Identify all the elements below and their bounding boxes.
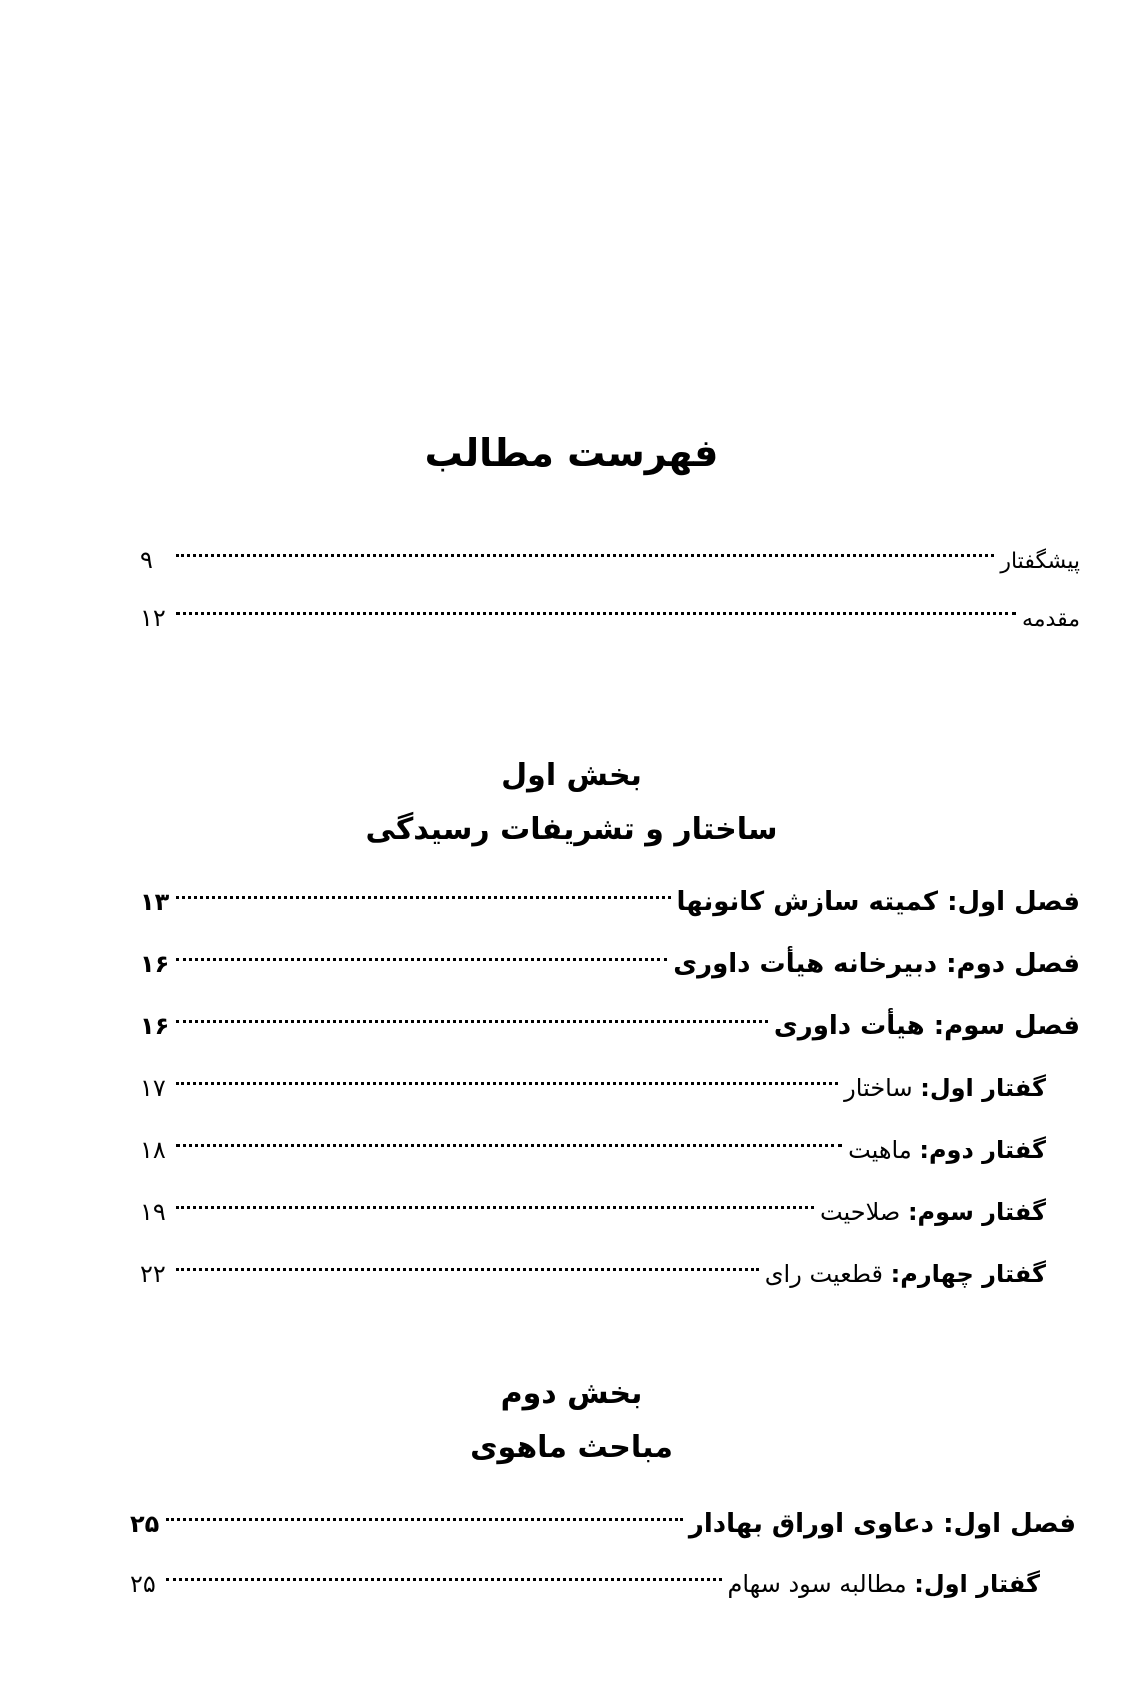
toc-page-number: ۱۶ [140,1012,170,1040]
toc-entry-label: گفتار چهارم: قطعیت رای [764,1260,1046,1288]
page-title: فهرست مطالب [424,431,719,475]
toc-entry [130,1552,1040,1598]
toc-entry-label: گفتار سوم: صلاحیت [819,1198,1046,1226]
toc-entry-label: مقدمه [1021,607,1080,632]
toc-entry-label: فصل سوم: هیأت داوری [773,1011,1080,1041]
toc-page-number: ۲۵ [130,1510,160,1538]
part-1-title: ساختار و تشریفات رسیدگی [365,812,778,847]
toc-page-number: ۹ [140,546,153,574]
toc-entry [130,1492,1076,1539]
toc-entry [140,994,1080,1041]
leader-dots [176,1056,838,1096]
toc-entry-label: فصل اول: کمیته سازش کانونها [676,887,1080,917]
toc-page-number: ۱۲ [140,604,166,632]
toc-page-number: ۱۶ [140,950,170,978]
part-2-title: مباحث ماهوی [470,1430,673,1465]
leader-dots [176,870,671,910]
toc-entry-introduction [140,586,1080,632]
toc-entry [140,1118,1046,1164]
toc-entry-label: فصل دوم: دبیرخانه هیأت داوری [673,949,1080,979]
toc-page-number: ۱۸ [140,1136,166,1164]
leader-dots [176,1118,842,1158]
toc-entry-label: گفتار دوم: ماهیت [848,1136,1046,1164]
toc-entry [140,1056,1046,1102]
toc-page-number: ۱۷ [140,1074,166,1102]
toc-entry-label: پیشگفتار [1000,549,1080,574]
toc-entry-preface [140,528,1080,574]
leader-dots [176,1242,759,1282]
leader-dots [176,1180,814,1220]
toc-page-number: ۱۹ [140,1198,166,1226]
toc-entry [140,1180,1046,1226]
toc-entry-label: گفتار اول: ساختار [844,1074,1046,1102]
toc-entry-label: گفتار اول: مطالبه سود سهام [727,1570,1040,1598]
toc-entry [140,870,1080,917]
toc-page-number: ۲۵ [130,1570,156,1598]
toc-entry [140,1242,1046,1288]
toc-entry-label: فصل اول: دعاوی اوراق بهادار [688,1509,1076,1539]
leader-dots [176,994,768,1034]
toc-page-number: ۱۳ [140,888,170,916]
leader-dots [176,932,667,972]
part-1-label: بخش اول [501,758,642,793]
toc-entry [140,932,1080,979]
toc-page-number: ۲۲ [140,1260,166,1288]
part-2-label: بخش دوم [500,1376,643,1411]
leader-dots [176,586,1016,626]
leader-dots [166,1552,722,1592]
leader-dots [176,528,994,568]
leader-dots [166,1492,683,1532]
